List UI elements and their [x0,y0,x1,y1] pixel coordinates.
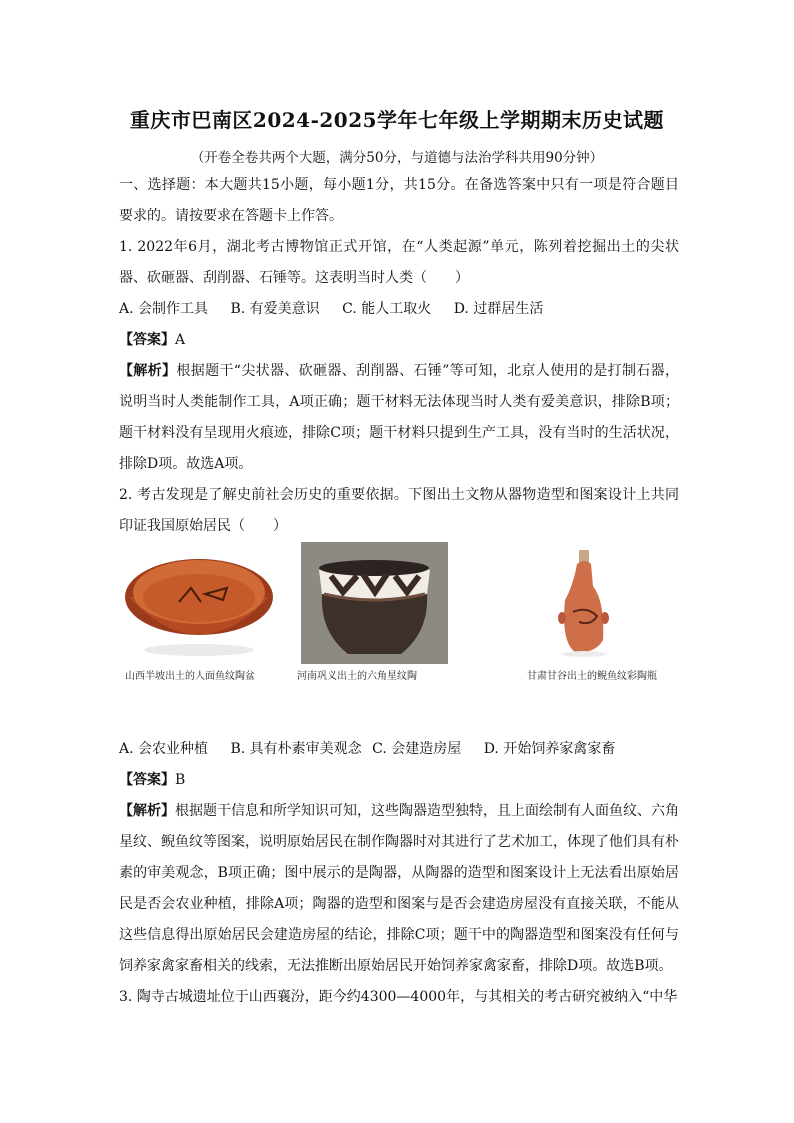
q1-answer-value: A [175,332,186,348]
pottery-bowl-icon [119,542,279,672]
q1-option-d: D. 过群居生活 [453,301,544,317]
q2-option-c: C. 会建造房屋 [372,741,462,757]
figure-3 [499,542,669,682]
q2-option-b: B. 具有朴素审美观念 [230,741,362,757]
pottery-bottle-icon [499,542,669,664]
figure-2 [297,542,448,682]
pottery-jar-icon [301,542,448,664]
question-1-stem: 1. 2022年6月，湖北考古博物馆正式开馆，在“人类起源”单元，陈列着挖掘出土的尖状器、砍砸器、刮削器、石锤等。这表明当时人类（ ） [119,239,679,286]
exam-body [119,170,679,1013]
question-2-options [119,734,679,765]
q2-option-a: A. 会农业种植 [119,741,209,757]
question-2-stem: 2. 考古发现是了解史前社会历史的重要依据。下图出土文物从器物造型和图案设计上共同印证我国原始居民（ ） [119,487,679,534]
q2-analysis-text: 根据题干信息和所学知识可知，这些陶器造型独特，且上面绘制有人面鱼纹、六角星纹、鲵鱼纹等图案，说明原始居民在制作陶器时对其进行了艺术加工，体现了他们具有朴素的审美观念，B项正确；图中展示的是陶器，从陶器的造型和图案设计上无法看出原始居民是否会农业种植，排除A项；陶器的造型和图案与是否会建造房屋没有直接关联，不能从这些信息得出原始居民会建造房屋的结论，排除C项；题干中的陶器造型和图案没有任何与饲养家禽家畜相关的线索，无法推断出原始居民开始饲养家禽家畜，排除D项。故选B项。 [119,803,679,974]
figure-3-caption: 甘肃甘谷出土的鲵鱼纹彩陶瓶 [527,671,657,682]
q1-analysis-text: 根据题干“尖状器、砍砸器、刮削器、石锤”等可知，北京人使用的是打制石器，说明当时人类能制作工具，A项正确；题干材料无法体现当时人类有爱美意识，排除B项；题干材料没有呈现用火痕迹，排除C项；题干材料只提到生产工具，没有当时的生活状况，排除D项。故选A项。 [119,363,680,472]
page-title: 重庆市巴南区2024-2025学年七年级上学期期末历史试题 [129,108,665,132]
q1-option-c: C. 能人工取火 [342,301,432,317]
page-subtitle: （开卷全卷共两个大题，满分50分，与道德与法治学科共用90分钟） [190,150,604,166]
q1-option-a: A. 会制作工具 [119,301,209,317]
q1-answer-label: 【答案】 [119,332,175,348]
q1-option-b: B. 有爱美意识 [230,301,320,317]
q1-analysis-label: 【解析】 [119,363,177,379]
q2-option-d: D. 开始饲养家禽家畜 [483,741,616,757]
figure-1-caption: 山西半坡出土的人面鱼纹陶盆 [125,671,255,682]
q1-analysis [119,356,679,480]
q2-answer-value: B [175,772,186,788]
q2-analysis [119,796,679,982]
figure-1 [119,542,279,684]
q2-analysis-label: 【解析】 [119,803,175,819]
question-1-options [119,294,679,325]
q2-answer [119,765,679,796]
question-2-figures [119,542,679,734]
question-3-stem: 3. 陶寺古城遗址位于山西襄汾，距今约4300—4000年，与其相关的考古研究被纳入“中华 [119,989,678,1005]
section-heading: 一、选择题：本大题共15小题，每小题1分，共15分。在备选答案中只有一项是符合题目要求的。请按要求在答题卡上作答。 [119,177,679,224]
q1-answer [119,325,679,356]
q2-answer-label: 【答案】 [119,772,175,788]
figure-2-caption: 河南巩义出土的六角星纹陶 [297,671,417,682]
